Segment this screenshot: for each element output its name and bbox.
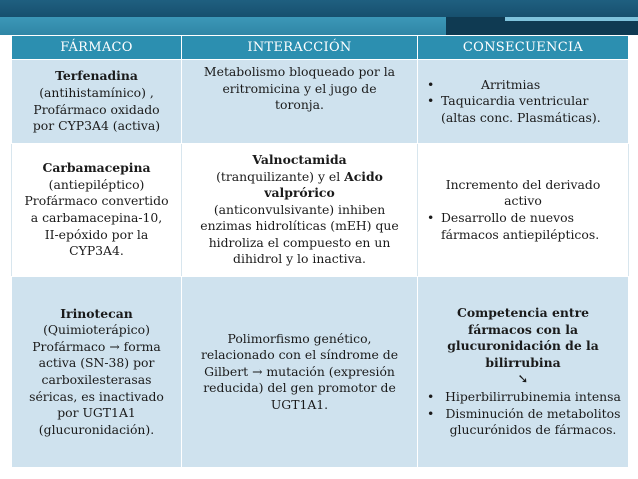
interaction-line: UGT1A1. (270, 396, 329, 412)
consequence-heading-line: glucuronidación de la (447, 338, 599, 354)
interaction-table (11, 35, 629, 468)
drug-cell (12, 277, 182, 468)
header-consecuencia: CONSECUENCIA (418, 36, 629, 60)
interaction-drug-valnoctamida: Valnoctamida (252, 151, 347, 167)
interaction-drug-acido: Acido (344, 168, 383, 184)
drug-desc-line: (Quimioterápico) (43, 322, 150, 338)
drug-desc-line: II-epóxido por la (44, 226, 149, 242)
interaction-line: Polimorfismo genético, (227, 330, 372, 346)
interaction-cell (182, 60, 418, 144)
drug-desc-line: activa (SN-38) por (38, 355, 155, 371)
consequence-cell (418, 60, 629, 144)
drug-desc-line: CYP3A4. (69, 243, 124, 259)
consequence-item: • Hiperbilirrubinemia intensa (421, 389, 625, 406)
drug-desc-line: carboxilesterasas (41, 372, 152, 387)
drug-desc-line: (antihistamínico) , (39, 84, 154, 100)
interaction-line (185, 169, 414, 186)
table-row (12, 60, 629, 144)
drug-desc-line: (glucuronidación). (38, 421, 155, 437)
arrow-right-icon: → (109, 338, 120, 354)
consequence-heading-line: fármacos con la (468, 321, 578, 337)
consequence-list (421, 389, 625, 439)
interaction-line: enzimas hidrolíticas (mEH) que (200, 218, 399, 234)
interaction-line (185, 364, 414, 381)
drug-name: Carbamacepina (42, 160, 151, 176)
interaction-text: mutación (expresión (266, 363, 395, 379)
drug-desc-line: Profármaco oxidado (33, 101, 160, 117)
table-row (12, 144, 629, 277)
drug-desc-line (15, 339, 178, 356)
drug-name: Irinotecan (60, 305, 133, 321)
interaction-drug-valprorico: valprórico (264, 185, 335, 201)
drug-desc-line: séricas, es inactivado (29, 388, 164, 404)
consequence-heading-line: Competencia entre (456, 304, 590, 320)
consequence-list (421, 210, 625, 243)
table-row (12, 277, 629, 468)
drug-name: Terfenadina (55, 68, 138, 84)
interaction-cell (182, 144, 418, 277)
accent-stripe (505, 17, 638, 21)
consequence-item: • Desarrollo de nuevos fármacos antiepilépticos. (421, 210, 625, 243)
consequence-cell (418, 277, 629, 468)
consequence-cell (418, 144, 629, 277)
interaction-line: (anticonvulsivante) inhiben (213, 201, 386, 217)
drug-desc-line: Profármaco convertido (24, 193, 169, 209)
interaction-cell (182, 277, 418, 468)
interaction-text: (tranquilizante) y el (216, 168, 341, 184)
consequence-list (421, 77, 625, 127)
drug-cell (12, 60, 182, 144)
header-interaccion: INTERACCIÓN (182, 36, 418, 60)
consequence-item: • Disminución de metabolitos glucurónidos de fármacos. (421, 406, 625, 439)
arrow-right-icon: → (252, 363, 263, 379)
arrow-down-icon: ➘ (517, 372, 529, 388)
drug-desc-line: por UGT1A1 (57, 405, 136, 421)
drug-desc-line: a carbamacepina-10, (30, 210, 163, 225)
table-header-row (12, 36, 629, 60)
drug-cell (12, 144, 182, 277)
title-bar (0, 0, 638, 17)
consequence-heading-line: bilirrubina (485, 354, 561, 370)
consequence-item: • Taquicardia ventricular (altas conc. Plasmáticas). (421, 93, 625, 126)
interaction-text: Gilbert (204, 363, 249, 379)
interaction-line: relacionado con el síndrome de (200, 347, 399, 363)
interaction-line: toronja. (275, 97, 324, 113)
interaction-line: reducida) del gen promotor de (203, 380, 396, 396)
consequence-item: • Arritmias (421, 77, 625, 94)
interaction-line: dihidrol y lo inactiva. (233, 251, 366, 267)
interaction-line: Metabolismo bloqueado por la (203, 64, 396, 79)
interaction-line: hidroliza el compuesto en un (208, 234, 391, 250)
drug-desc-text: forma (123, 338, 161, 354)
drug-desc-line: por CYP3A4 (activa) (32, 118, 161, 134)
drug-desc-text: Profármaco (32, 338, 106, 354)
interaction-line: eritromicina y el jugo de (222, 80, 377, 96)
header-farmaco: FÁRMACO (12, 36, 182, 60)
drug-desc-line: (antiepiléptico) (48, 176, 145, 192)
consequence-text: Incremento del derivado activo (445, 176, 601, 209)
